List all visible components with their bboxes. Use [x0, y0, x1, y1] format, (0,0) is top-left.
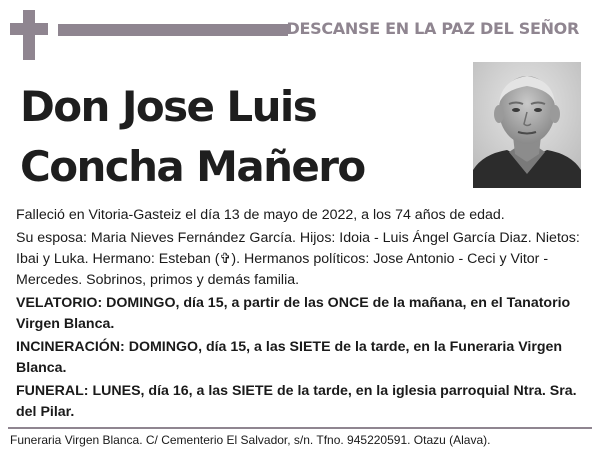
death-announcement: Falleció en Vitoria-Gasteiz el día 13 de mayo de 2022, a los 74 años de edad.	[16, 207, 505, 223]
wake-details: VELATORIO: DOMINGO, día 15, a partir de las ONCE de la mañana, en el Tanatorio Virgen Blanca.	[16, 295, 571, 332]
header-divider-bar	[58, 24, 288, 36]
header-title: DESCANSE EN LA PAZ DEL SEÑOR	[286, 19, 579, 38]
obituary-body	[16, 205, 586, 425]
footer-divider	[8, 427, 592, 429]
family-list: Su esposa: Maria Nieves Fernández García. Hijos: Idoia - Luis Ángel García Diaz. Nietos: Ibai y Luka. Hermano: Esteban (✞). Hermanos políticos: Jose Antonio - Ceci y Vitor - Mercedes. Sobrinos, primos y demás familia.	[16, 230, 580, 288]
deceased-name-line1: Don Jose Luis	[20, 82, 317, 131]
footer-funeral-home: Funeraria Virgen Blanca. C/ Cementerio El Salvador, s/n. Tfno. 945220591. Otazu (Alava).	[10, 433, 491, 447]
portrait-photo	[473, 62, 581, 188]
portrait-image	[473, 62, 581, 188]
cremation-details: INCINERACIÓN: DOMINGO, día 15, a las SIETE de la tarde, en la Funeraria Virgen Blanca.	[16, 339, 563, 376]
funeral-details: FUNERAL: LUNES, día 16, a las SIETE de la tarde, en la iglesia parroquial Ntra. Sra. del Pilar.	[16, 383, 577, 420]
deceased-name-line2: Concha Mañero	[20, 142, 365, 191]
